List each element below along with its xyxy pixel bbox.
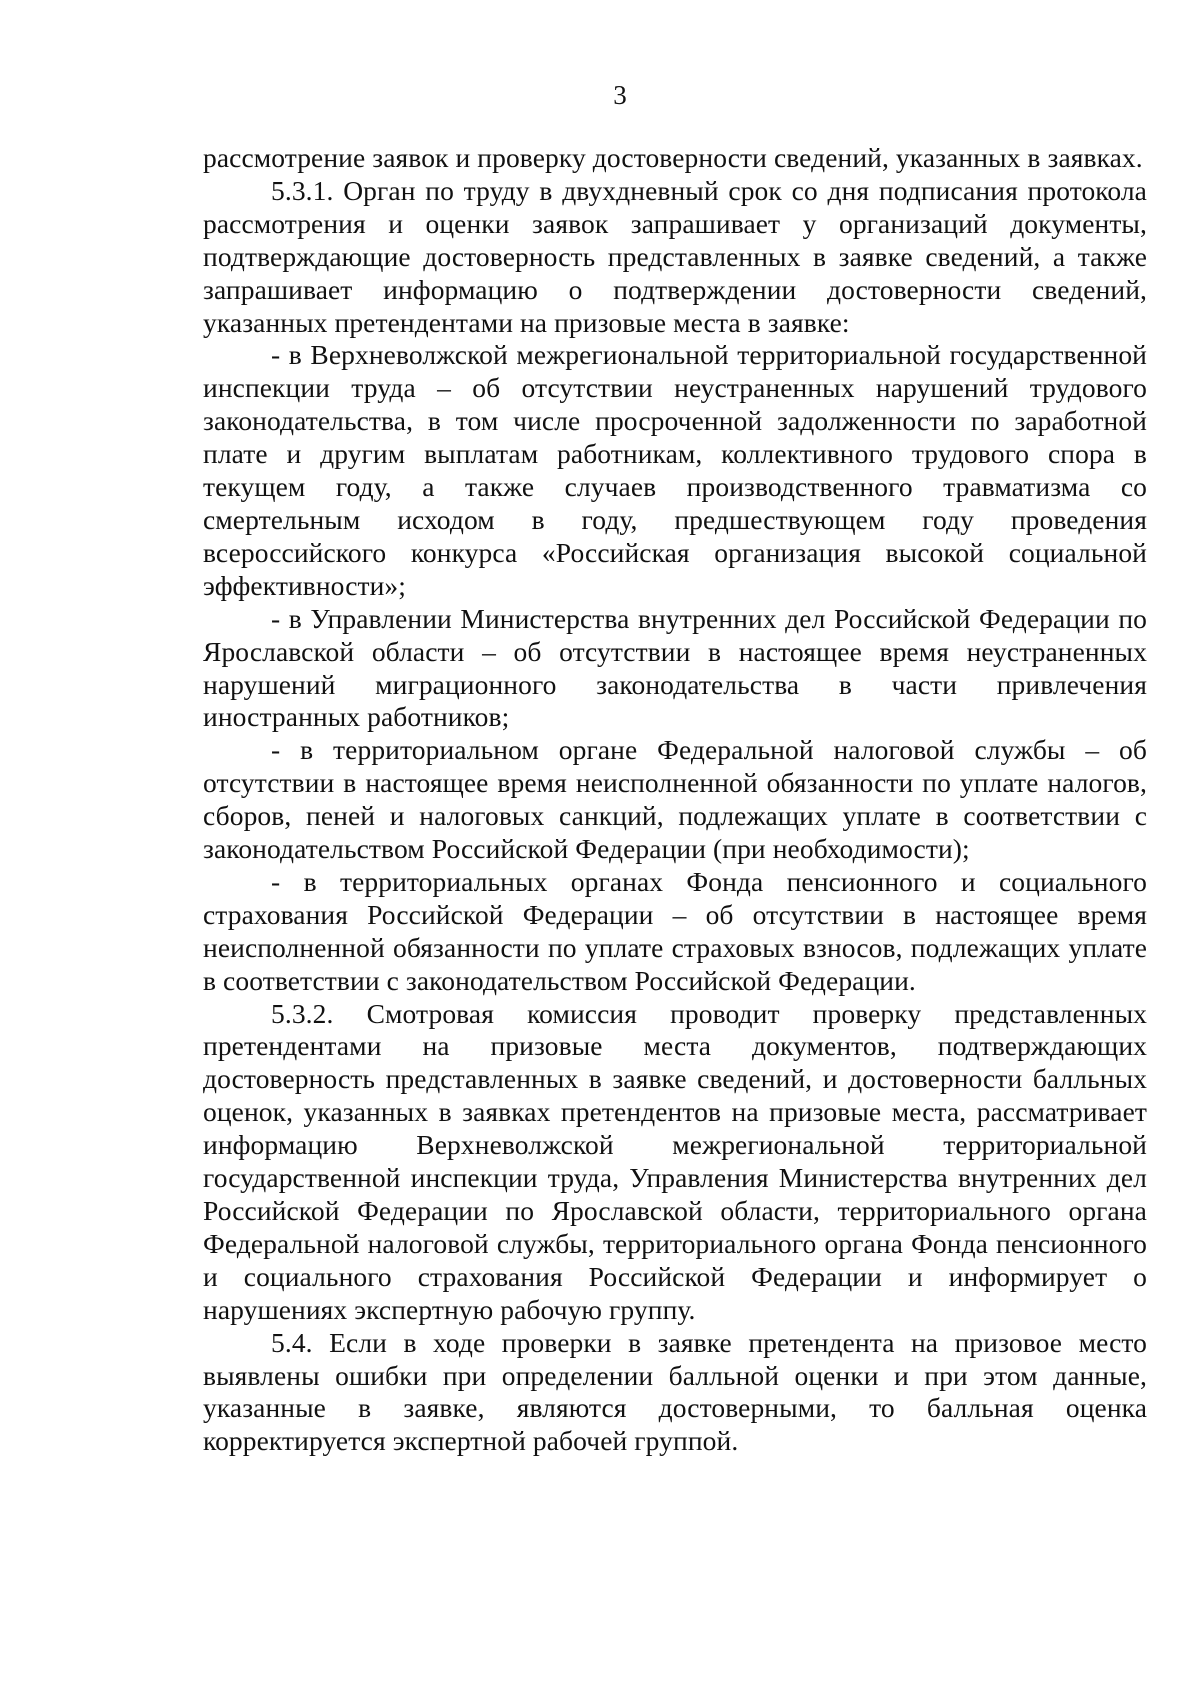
list-item-labor-inspection: - в Верхневолжской межрегиональной территориальной государственной инспекции труда – об отсутствии неустраненных нарушений трудового законодательства, в том числе просроченной задолженности по заработной плате и другим выплатам работникам, коллективного трудового спора в текущем году, а также случаев производственного травматизма со смертельным исходом в году, предшествующем году проведения всероссийского конкурса «Российская организация высокой социальной эффективности»; — [203, 339, 1147, 601]
paragraph-5-3-1: 5.3.1. Орган по труду в двухдневный срок со дня подписания протокола рассмотрения и оценки заявок запрашивает у организаций документы, подтверждающие достоверность представленных в заявке сведений, а также запрашивает информацию о подтверждении достоверности сведений, указанных претендентами на призовые места в заявке: — [203, 174, 1147, 338]
paragraph-5-3-2: 5.3.2. Смотровая комиссия проводит проверку представленных претендентами на призовые места документов, подтверждающих достоверность представленных в заявке сведений, и достоверности балльных оценок, указанных в заявках претендентов на призовые места, рассматривает информацию Верхневолжской межрегиональной территориальной государственной инспекции труда, Управления Министерства внутренних дел Российской Федерации по Ярославской области, территориального органа Федеральной налоговой службы, территориального органа Фонда пенсионного и социального страхования Российской Федерации и информирует о нарушениях экспертную рабочую группу. — [203, 997, 1147, 1325]
list-item-tax-service: - в территориальном органе Федеральной налоговой службы – об отсутствии в настоящее время неисполненной обязанности по уплате налогов, сборов, пеней и налоговых санкций, подлежащих уплате в соответствии с законодательством Российской Федерации (при необходимости); — [203, 734, 1147, 865]
paragraph-continuation: рассмотрение заявок и проверку достоверности сведений, указанных в заявках. — [203, 142, 1143, 173]
page-number: 3 — [613, 80, 627, 110]
paragraph-5-4: 5.4. Если в ходе проверки в заявке претендента на призовое место выявлены ошибки при определении балльной оценки и при этом данные, указанные в заявке, являются достоверными, то балльная оценка корректируется экспертной рабочей группой. — [203, 1326, 1147, 1457]
list-item-internal-affairs: - в Управлении Министерства внутренних дел Российской Федерации по Ярославской области – об отсутствии в настоящее время неустраненных нарушений миграционного законодательства в части привлечения иностранных работников; — [203, 602, 1147, 733]
list-item-pension-fund: - в территориальных органах Фонда пенсионного и социального страхования Российской Федерации – об отсутствии в настоящее время неисполненной обязанности по уплате страховых взносов, подлежащих уплате в соответствии с законодательством Российской Федерации. — [203, 865, 1147, 996]
document-body — [203, 142, 1147, 1458]
